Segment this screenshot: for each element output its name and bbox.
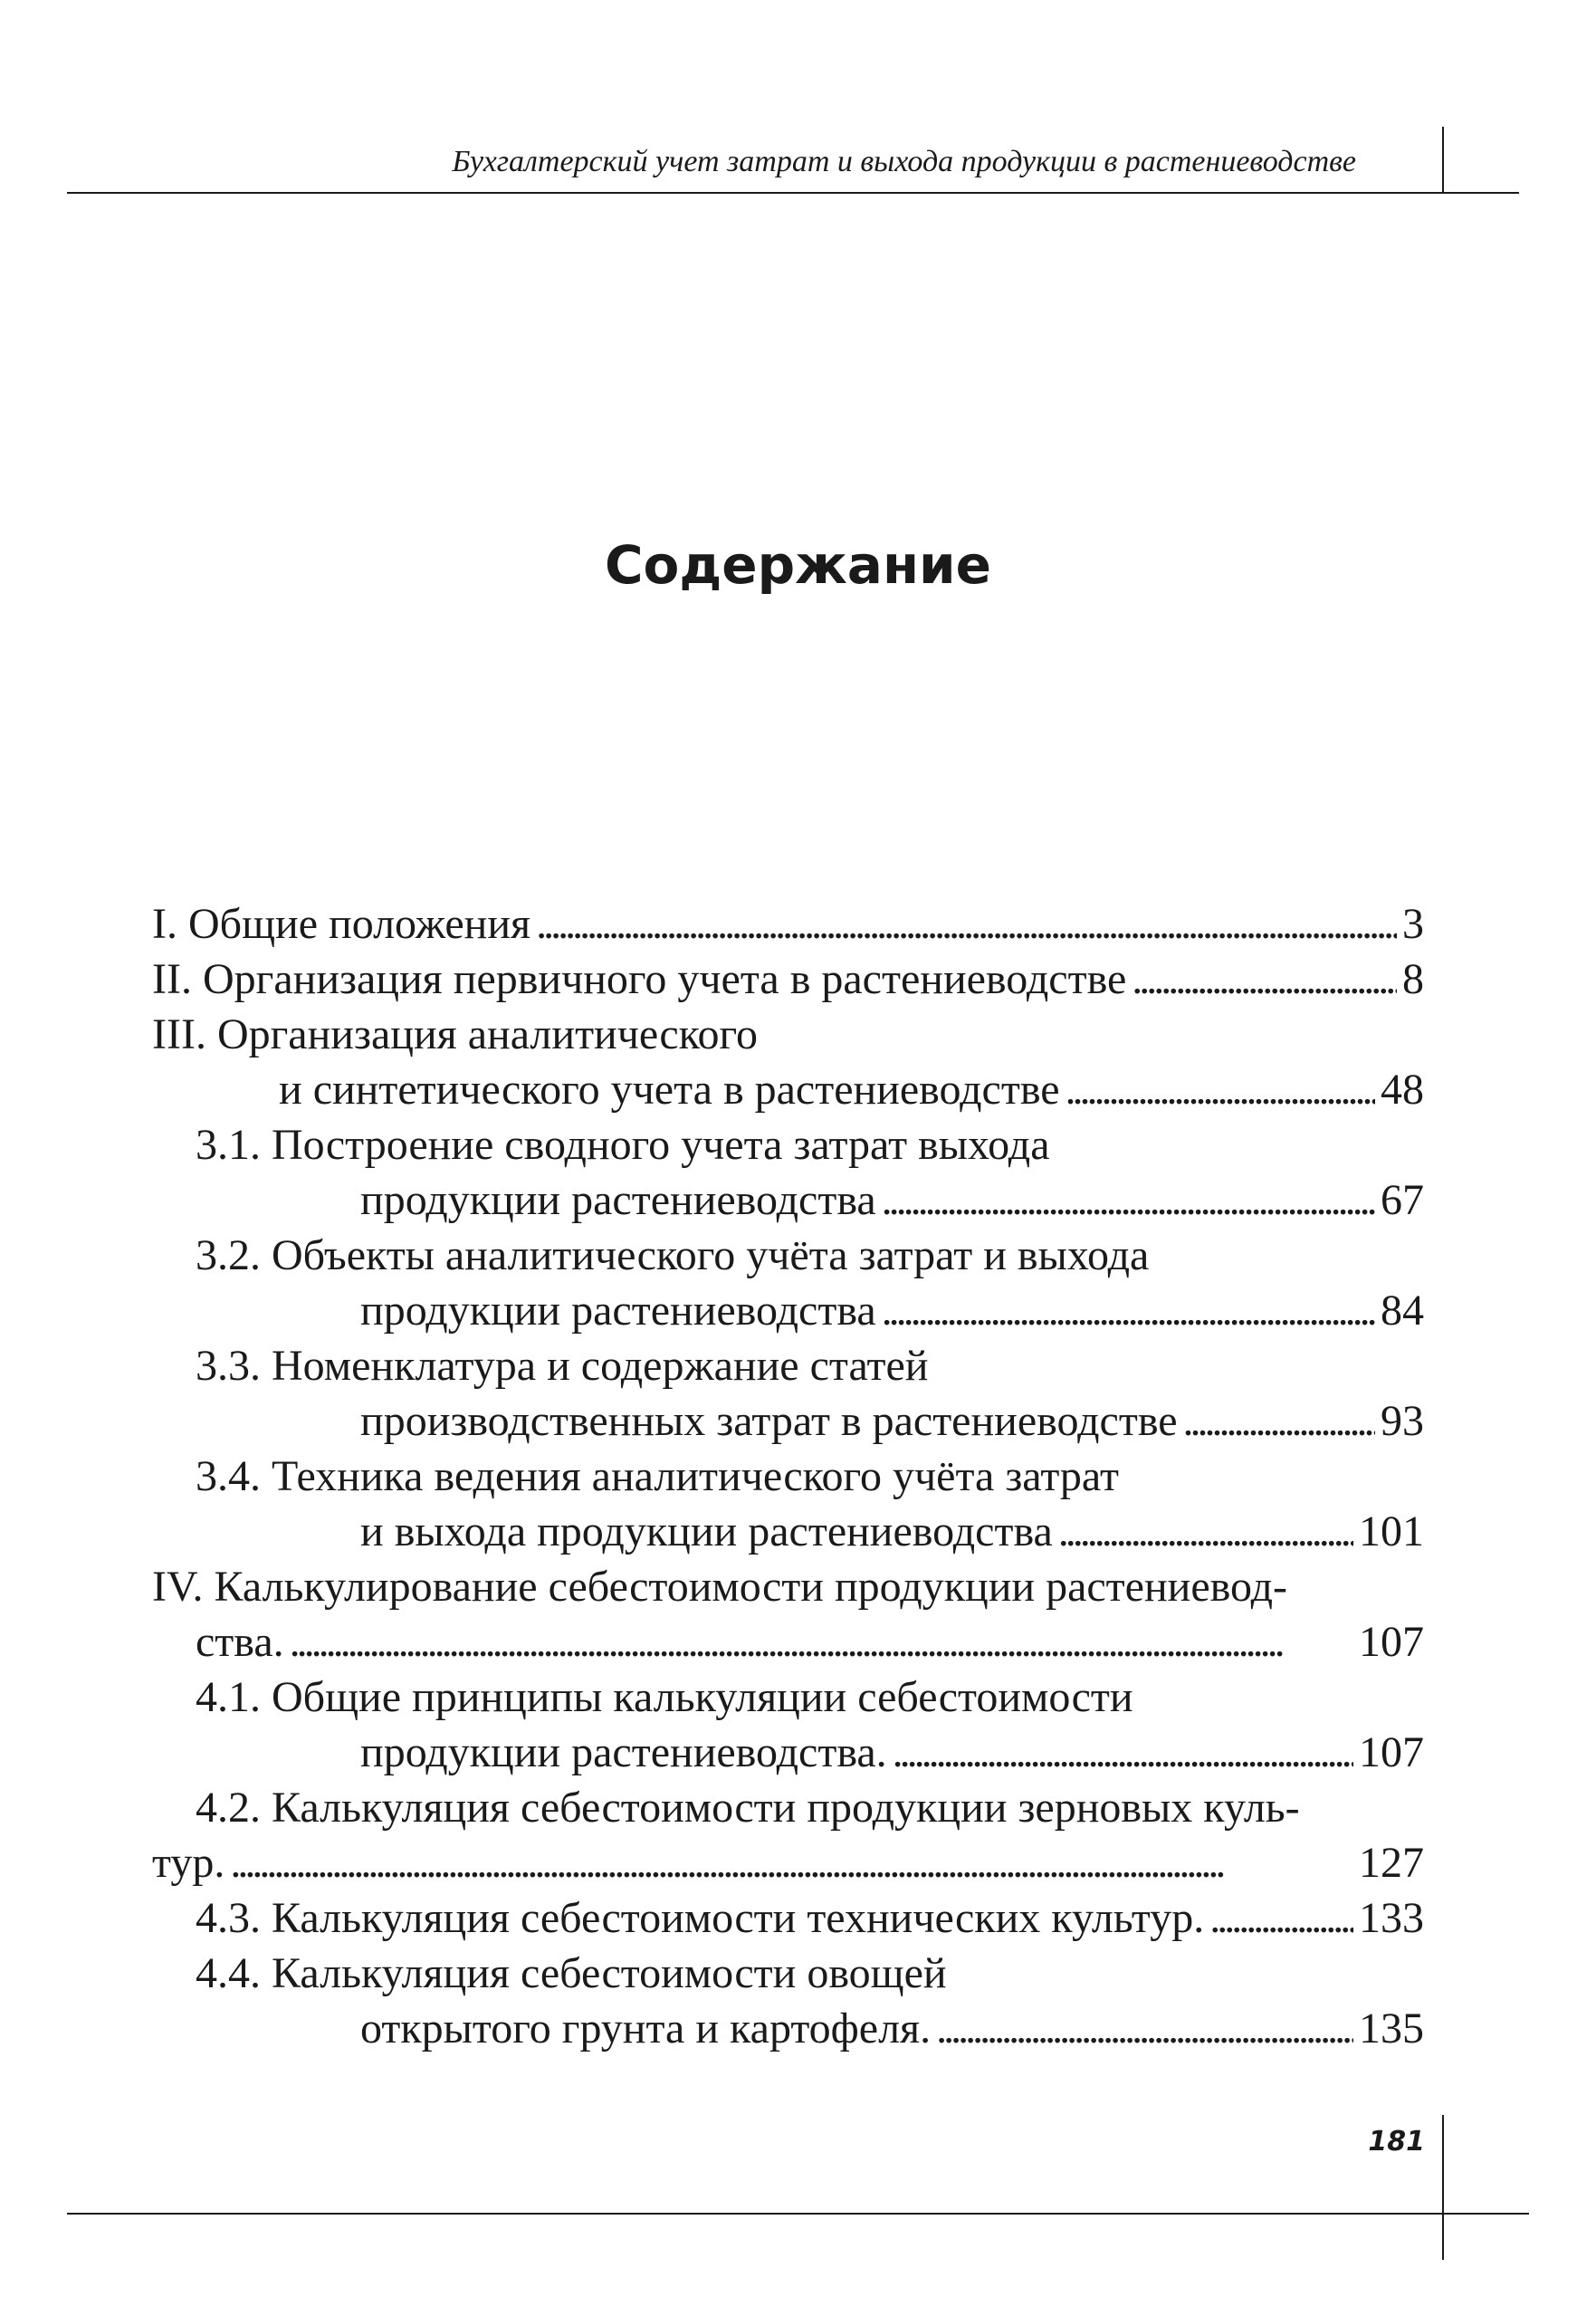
toc-entry-page: 93 — [1381, 1397, 1424, 1445]
toc-entry-4-1-line-2[interactable] — [152, 1725, 1424, 1780]
toc-entry-3-2-line-1[interactable] — [152, 1228, 1424, 1283]
toc-entry-text: IV. Калькулирование себестоимости продукции растениевод- — [152, 1563, 1287, 1611]
toc-entry-text: 3.3. Номенклатура и содержание статей — [196, 1342, 929, 1390]
toc-entry-page: 84 — [1381, 1287, 1424, 1335]
toc-entry-text: III. Организация аналитического — [152, 1010, 759, 1058]
page-number: 181 — [1368, 2126, 1425, 2158]
toc-entry-text: продукции растениеводства — [360, 1287, 876, 1335]
toc-entry-page: 107 — [1359, 1618, 1424, 1666]
toc-entry-text: производственных затрат в растениеводстве — [360, 1397, 1178, 1445]
toc-leader-dots — [936, 2001, 1353, 2056]
toc-entry-text: 3.1. Построение сводного учета затрат выхода — [196, 1121, 1050, 1169]
toc-leader-dots — [1183, 1393, 1375, 1449]
toc-entry-3-line-1[interactable] — [152, 1007, 1424, 1062]
footer-rule — [67, 2213, 1529, 2215]
toc-entry-4-line-2[interactable] — [152, 1614, 1424, 1670]
toc-entry-page: 101 — [1359, 1507, 1424, 1555]
toc-entry-page: 127 — [1359, 1839, 1424, 1887]
toc-entry-page: 107 — [1359, 1728, 1424, 1776]
page-title: Содержание — [604, 534, 991, 596]
toc-entry-page: 135 — [1359, 2005, 1424, 2052]
toc-entry-3-1-line-2[interactable] — [152, 1172, 1424, 1228]
running-header-title: Бухгалтерский учет затрат и выхода продукции в растениеводстве — [452, 145, 1356, 178]
toc-leader-dots — [230, 1835, 1353, 1890]
toc-entry-3-3-line-2[interactable] — [152, 1393, 1424, 1449]
toc-entry-text: II. Организация первичного учета в растениеводстве — [152, 955, 1127, 1003]
toc-entry-text: продукции растениеводства — [360, 1176, 876, 1224]
toc-entry-page: 133 — [1359, 1894, 1424, 1942]
toc-entry-3-2-line-2[interactable] — [152, 1283, 1424, 1338]
toc-leader-dots — [1066, 1062, 1375, 1117]
toc-entry-text: и выхода продукции растениеводства — [360, 1507, 1053, 1555]
toc-entry-text: 4.4. Калькуляция себестоимости овощей — [196, 1949, 947, 1997]
toc-entry-4-2-line-2[interactable] — [152, 1835, 1424, 1890]
toc-leader-dots — [893, 1725, 1353, 1780]
footer-vertical-rule — [1442, 2115, 1444, 2260]
toc-entry-text: 4.3. Калькуляция себестоимости технических культур. — [196, 1894, 1205, 1942]
toc-entry-text: ства. — [196, 1618, 284, 1666]
toc-entry-text: 3.2. Объекты аналитического учёта затрат и выхода — [196, 1231, 1150, 1279]
toc-entry-text: продукции растениеводства. — [360, 1728, 887, 1776]
toc-entry-text: 3.4. Техника ведения аналитического учёта затрат — [196, 1452, 1119, 1500]
toc-leader-dots — [1058, 1504, 1353, 1559]
toc-entry-4-3[interactable] — [152, 1890, 1424, 1946]
toc-entry-page: 67 — [1381, 1176, 1424, 1224]
toc-entry-4-4-line-1[interactable] — [152, 1946, 1424, 2001]
toc-entry-4-2-line-1[interactable] — [152, 1780, 1424, 1835]
toc-entry-3-4-line-2[interactable] — [152, 1504, 1424, 1559]
toc-leader-dots — [1209, 1890, 1353, 1946]
toc-entry-3-1-line-1[interactable] — [152, 1117, 1424, 1172]
toc-entry-page: 8 — [1402, 955, 1424, 1003]
toc-leader-dots — [290, 1614, 1353, 1670]
toc-entry-3-4-line-1[interactable] — [152, 1449, 1424, 1504]
toc-entry-text: открытого грунта и картофеля. — [360, 2005, 932, 2052]
toc-leader-dots — [1132, 952, 1397, 1007]
toc-entry-page: 3 — [1402, 900, 1424, 948]
toc-entry-text: 4.2. Калькуляция себестоимости продукции зерновых куль- — [196, 1784, 1300, 1832]
toc-leader-dots — [882, 1283, 1375, 1338]
toc-entry-text: 4.1. Общие принципы калькуляции себестоимости — [196, 1673, 1133, 1721]
table-of-contents — [152, 896, 1424, 2056]
toc-entry-4-4-line-2[interactable] — [152, 2001, 1424, 2056]
toc-leader-dots — [882, 1172, 1375, 1228]
toc-entry-page: 48 — [1381, 1066, 1424, 1114]
toc-entry-4-line-1[interactable] — [152, 1559, 1424, 1614]
header-vertical-rule — [1442, 127, 1444, 194]
toc-entry-3-3-line-1[interactable] — [152, 1338, 1424, 1393]
toc-leader-dots — [536, 896, 1397, 952]
toc-entry-text: и синтетического учета в растениеводстве — [279, 1066, 1060, 1114]
toc-entry-text: I. Общие положения — [152, 900, 531, 948]
toc-entry-4-1-line-1[interactable] — [152, 1670, 1424, 1725]
toc-entry-2[interactable] — [152, 952, 1424, 1007]
toc-entry-text: тур. — [152, 1839, 225, 1887]
running-header — [67, 136, 1519, 194]
toc-entry-1[interactable] — [152, 896, 1424, 952]
toc-entry-3-line-2[interactable] — [152, 1062, 1424, 1117]
